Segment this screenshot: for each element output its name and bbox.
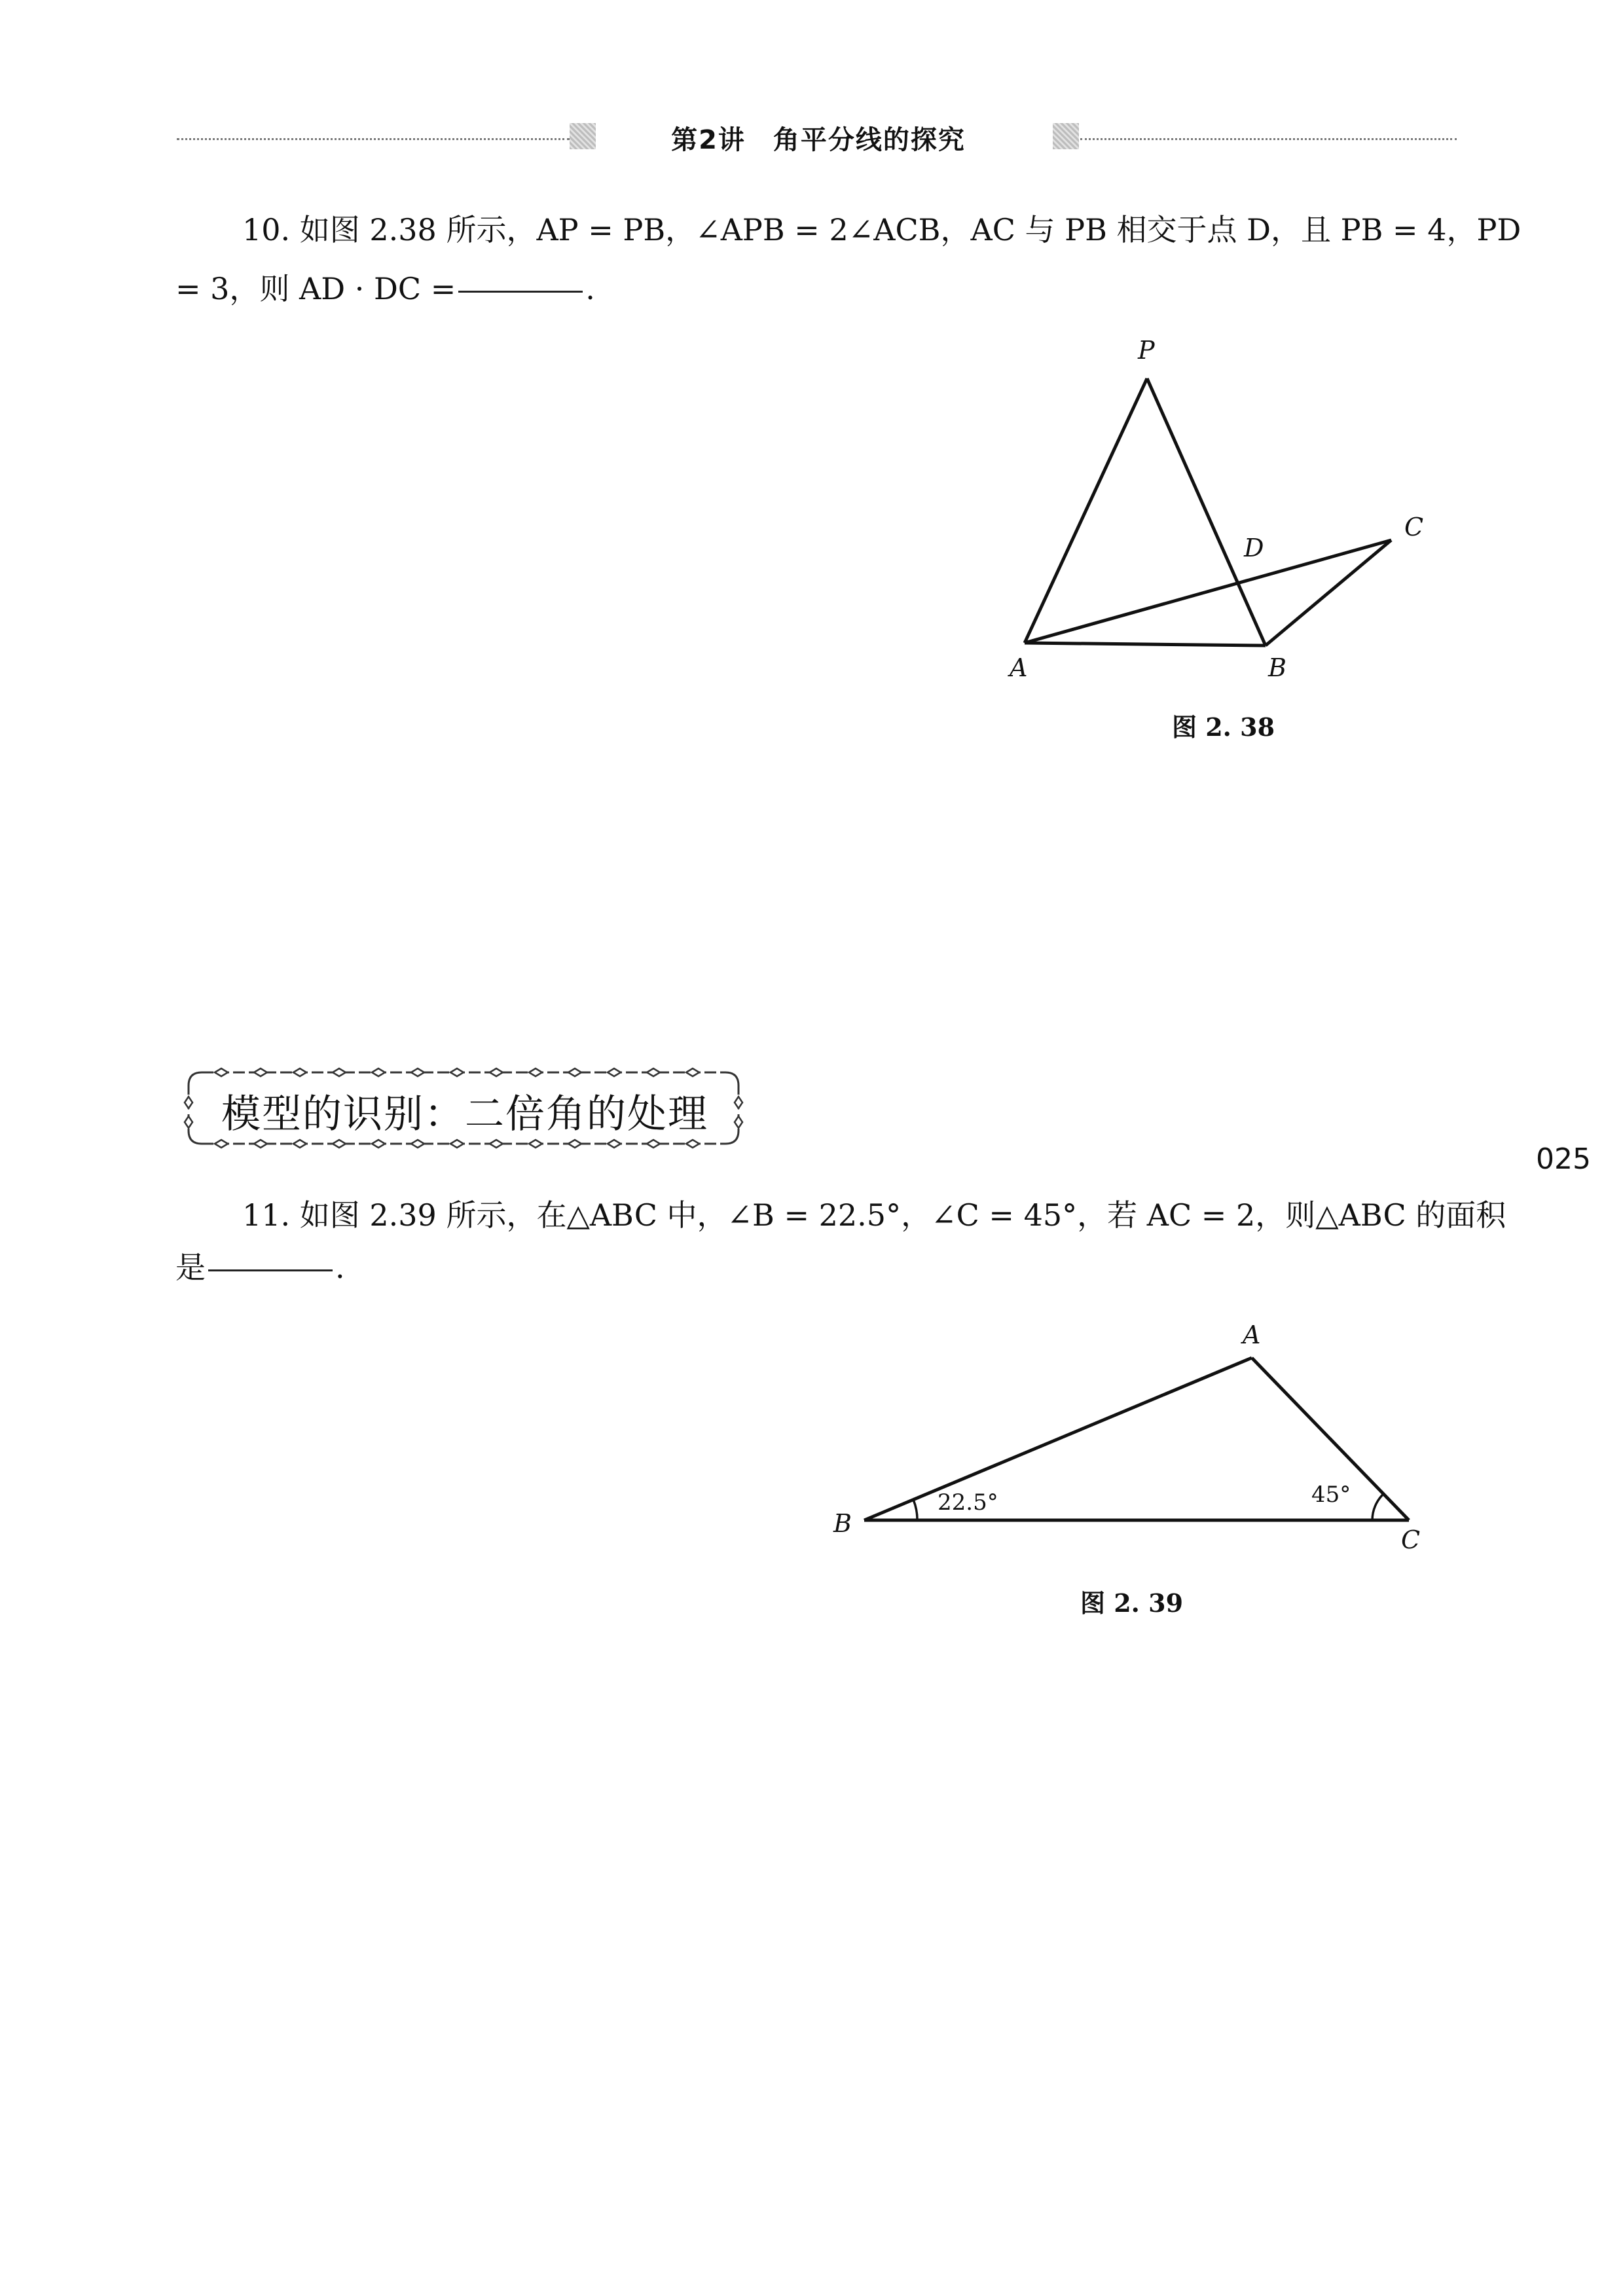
label-p: P bbox=[1138, 336, 1155, 365]
segment-pb bbox=[1147, 378, 1266, 646]
label-c: C bbox=[1404, 513, 1424, 541]
problem-11-line-1: 11. 如图 2.39 所示，在△ABC 中，∠B = 22.5°，∠C = 45°，若 AC = 2，则△ABC 的面积 bbox=[242, 1197, 1506, 1233]
header-ornament-right bbox=[1053, 123, 1079, 149]
segment-ac bbox=[1025, 540, 1391, 643]
figure-2-39-caption: 图 2. 39 bbox=[1080, 1588, 1184, 1618]
section-banner bbox=[175, 1061, 752, 1156]
figure-2-39 bbox=[812, 1309, 1467, 1584]
segment-bc bbox=[1266, 540, 1391, 646]
problem-10-line-2: = 3，则 AD · DC = . bbox=[175, 271, 595, 306]
angle-arc-b bbox=[913, 1500, 917, 1520]
angle-b-value: 22.5° bbox=[938, 1489, 998, 1516]
label-c-2: C bbox=[1401, 1525, 1421, 1554]
label-a: A bbox=[1010, 653, 1028, 682]
problem-11-line-2: 是 . bbox=[175, 1250, 345, 1285]
page-number: 025 bbox=[1536, 1142, 1591, 1176]
section-title: 模型的识别：二倍角的处理 bbox=[221, 1091, 708, 1137]
segment-pa bbox=[1025, 378, 1147, 643]
segment-ba bbox=[864, 1358, 1252, 1520]
header-ornament-left bbox=[570, 123, 596, 149]
label-d: D bbox=[1244, 534, 1264, 562]
answer-blank-11[interactable] bbox=[208, 1269, 333, 1271]
header-rule-left bbox=[177, 138, 570, 140]
figure-2-38 bbox=[982, 327, 1480, 746]
angle-arc-c bbox=[1372, 1494, 1383, 1520]
running-header-title: 第2讲 角平分线的探究 bbox=[671, 125, 966, 155]
problem-10-line-1: 10. 如图 2.38 所示，AP = PB，∠APB = 2∠ACB，AC 与 PB 相交于点 D，且 PB = 4，PD bbox=[242, 212, 1522, 247]
figure-2-38-caption: 图 2. 38 bbox=[1172, 712, 1275, 742]
angle-c-value: 45° bbox=[1311, 1482, 1351, 1508]
header-rule-right bbox=[1080, 138, 1457, 140]
answer-blank-10[interactable] bbox=[458, 290, 583, 293]
label-a-2: A bbox=[1243, 1321, 1261, 1349]
label-b: B bbox=[1268, 653, 1286, 682]
label-b-2: B bbox=[833, 1509, 852, 1538]
segment-ab bbox=[1025, 643, 1266, 646]
